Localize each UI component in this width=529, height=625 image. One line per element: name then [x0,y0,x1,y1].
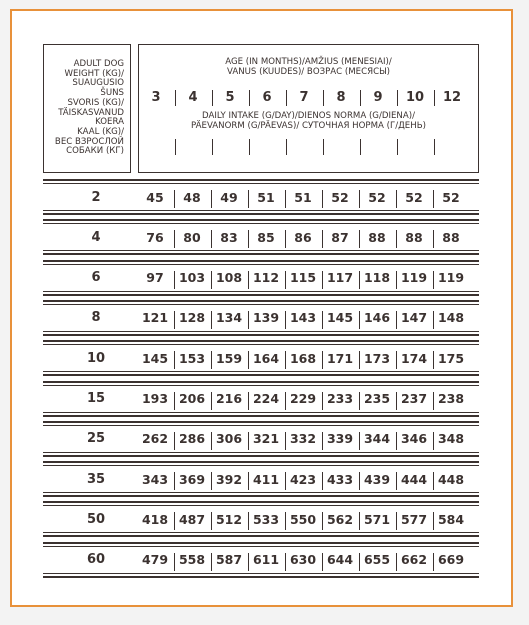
intake-cell: 343 [141,471,169,487]
intake-cell: 216 [215,391,243,406]
intake-cell: 448 [437,471,465,487]
table-row [43,219,479,255]
intake-cell: 117 [326,270,354,286]
intake-cell: 348 [437,431,465,447]
intake-cell: 611 [252,552,280,568]
table-row [43,179,479,215]
table-row [43,340,479,376]
intake-cell: 439 [363,471,391,487]
intake-cell: 418 [141,511,169,527]
intake-cell: 88 [368,229,386,245]
intake-cell: 174 [400,350,428,366]
column-divider [360,139,362,155]
intake-cell: 121 [141,310,169,326]
intake-cell: 52 [331,189,349,205]
age-value: 10 [405,90,425,105]
column-divider [286,139,288,155]
intake-cell: 88 [405,229,423,245]
intake-cell: 533 [252,511,280,527]
age-value: 8 [336,90,346,105]
intake-cell: 76 [146,229,164,245]
intake-cell: 118 [363,270,391,286]
age-value: 6 [262,90,272,105]
intake-cell: 164 [252,350,280,366]
intake-cell: 411 [252,471,280,487]
intake-cell: 83 [220,229,238,245]
intake-cell: 369 [178,471,206,487]
intake-cell: 562 [326,511,354,527]
intake-cell: 577 [400,511,428,527]
daily-intake-header-label: DAILY INTAKE (G/DAY)/DIENOS NORMA (G/DIENA)/ PÄEVANORM (G/PÄEVAS)/ СУТОЧНАЯ НОРМА (Г/ДЕНЬ) [191,111,426,131]
column-divider [249,139,251,155]
table-row [43,542,479,578]
age-value: 9 [373,90,383,105]
intake-cell: 229 [289,391,317,406]
intake-cell: 306 [215,431,243,447]
intake-cell: 392 [215,471,243,487]
column-divider [397,139,399,155]
intake-cell: 193 [141,391,169,406]
column-divider [323,139,325,155]
intake-cell: 344 [363,431,391,447]
intake-cell: 662 [400,552,428,568]
row-weight: 8 [91,310,101,326]
intake-cell: 87 [331,229,349,245]
row-weight: 50 [86,511,106,527]
intake-cell: 168 [289,350,317,366]
table-row [43,421,479,457]
row-weight: 15 [86,391,106,406]
table-row [43,461,479,497]
row-weight: 6 [91,270,101,286]
intake-cell: 630 [289,552,317,568]
feeding-table-sheet [10,9,513,607]
intake-cell: 143 [289,310,317,326]
intake-cell: 173 [363,350,391,366]
intake-cell: 108 [215,270,243,286]
intake-cell: 237 [400,391,428,406]
intake-divider-row [139,137,478,157]
row-weight: 35 [86,471,106,487]
intake-cell: 52 [368,189,386,205]
row-weight: 10 [86,350,106,366]
intake-cell: 644 [326,552,354,568]
age-value: 4 [188,90,198,105]
intake-cell: 171 [326,350,354,366]
weight-header-box [43,44,131,173]
intake-cell: 224 [252,391,280,406]
intake-cell: 48 [183,189,201,205]
intake-cell: 332 [289,431,317,447]
intake-cell: 145 [141,350,169,366]
intake-cell: 134 [215,310,243,326]
intake-cell: 487 [178,511,206,527]
intake-cell: 233 [326,391,354,406]
intake-cell: 238 [437,391,465,406]
intake-cell: 571 [363,511,391,527]
intake-cell: 139 [252,310,280,326]
intake-cell: 88 [442,229,460,245]
table-row [43,381,479,417]
intake-cell: 423 [289,471,317,487]
intake-cell: 558 [178,552,206,568]
intake-cell: 655 [363,552,391,568]
column-divider [434,139,436,155]
age-value: 3 [151,90,161,105]
intake-cell: 49 [220,189,238,205]
intake-cell: 479 [141,552,169,568]
intake-cell: 52 [405,189,423,205]
intake-cell: 584 [437,511,465,527]
intake-cell: 51 [294,189,312,205]
intake-cell: 433 [326,471,354,487]
intake-cell: 85 [257,229,275,245]
intake-cell: 175 [437,350,465,366]
intake-cell: 669 [437,552,465,568]
age-value: 12 [442,90,462,105]
table-row [43,501,479,537]
intake-cell: 346 [400,431,428,447]
intake-cell: 97 [146,270,164,286]
intake-cell: 145 [326,310,354,326]
intake-cell: 159 [215,350,243,366]
age-header-box [138,44,479,173]
age-values-row [139,88,478,108]
intake-cell: 550 [289,511,317,527]
table-row [43,300,479,336]
age-value: 7 [299,90,309,105]
intake-cell: 115 [289,270,317,286]
weight-header-label: ADULT DOG WEIGHT (KG)/ SUAUGUSIO ŠUNS SVORIS (KG)/ TÄISKASVANUD KOERA KAAL (KG)/ ВЕС ВЗРОСЛОЙ СОБАКИ (КГ) [54,58,124,157]
intake-cell: 51 [257,189,275,205]
intake-cell: 148 [437,310,465,326]
intake-cell: 512 [215,511,243,527]
intake-cell: 153 [178,350,206,366]
intake-cell: 45 [146,189,164,205]
intake-cell: 146 [363,310,391,326]
intake-cell: 119 [400,270,428,286]
intake-cell: 262 [141,431,169,447]
row-weight: 4 [91,229,101,245]
table-row [43,260,479,296]
age-value: 5 [225,90,235,105]
row-weight: 60 [86,552,106,568]
intake-cell: 119 [437,270,465,286]
age-header-label: AGE (IN MONTHS)/AMŽIUS (MENESIAI)/ VANUS (KUUDES)/ ВОЗРАС (МЕСЯСЫ) [225,57,392,77]
intake-cell: 128 [178,310,206,326]
row-weight: 2 [91,189,101,205]
intake-cell: 52 [442,189,460,205]
intake-cell: 86 [294,229,312,245]
intake-cell: 444 [400,471,428,487]
column-divider [175,139,177,155]
intake-cell: 235 [363,391,391,406]
intake-cell: 80 [183,229,201,245]
intake-cell: 587 [215,552,243,568]
intake-cell: 286 [178,431,206,447]
intake-cell: 112 [252,270,280,286]
intake-cell: 321 [252,431,280,447]
intake-cell: 103 [178,270,206,286]
intake-cell: 339 [326,431,354,447]
intake-cell: 147 [400,310,428,326]
column-divider [212,139,214,155]
row-weight: 25 [86,431,106,447]
intake-cell: 206 [178,391,206,406]
